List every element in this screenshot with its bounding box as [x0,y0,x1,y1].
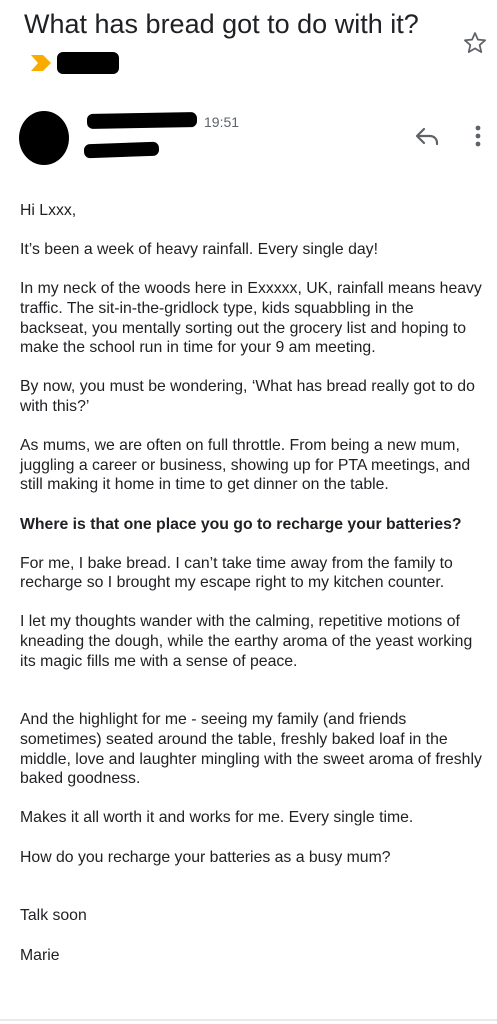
avatar[interactable] [19,111,69,165]
paragraph-8: Makes it all worth it and works for me. Every single time. [20,809,414,827]
signoff: Talk soon [20,907,87,925]
paragraph-7: And the highlight for me - seeing my family (and friends sometimes) seated around the table, freshly baked loaf in the middle, love and laughter mingling with the sweet aroma of freshly baked goodness. [20,711,482,788]
email-time: 19:51 [204,114,240,130]
greeting: Hi Lxxx, [20,202,77,219]
paragraph-5: For me, I bake bread. I can’t take time away from the family to recharge so I brought my escape right to my kitchen counter. [20,554,453,592]
more-vert-icon[interactable] [468,122,488,150]
email-subject: What has bread got to do with it? [24,9,419,39]
paragraph-4: As mums, we are often on full throttle. From being a new mum, juggling a career or business, showing up for PTA meetings, and still making it home in time to get dinner on the table. [20,437,471,494]
email-body [20,201,484,965]
paragraph-2: In my neck of the woods here in Exxxxx, UK, rainfall means heavy traffic. The sit-in-the-gridlock type, kids squabbling in the backseat, you mentally sorting out the grocery list and hoping to make the school run in time for your 9 am meeting. [20,280,482,357]
question-heading: Where is that one place you go to recharge your batteries? [20,515,462,533]
important-marker-icon[interactable] [30,54,52,72]
divider [0,1019,497,1021]
star-icon[interactable] [462,30,488,56]
paragraph-1: It’s been a week of heavy rainfall. Every single day! [20,241,378,259]
redacted-recipient [84,142,159,159]
paragraph-6: I let my thoughts wander with the calming, repetitive motions of kneading the dough, while the earthy aroma of the yeast working its magic fills me with a sense of peace. [20,613,473,670]
signature: Marie [20,946,60,964]
paragraph-9: How do you recharge your batteries as a busy mum? [20,848,391,866]
paragraph-3: By now, you must be wondering, ‘What has bread really got to do with this?’ [20,378,475,415]
redacted-sender-name [87,112,197,129]
redacted-label [57,52,119,74]
reply-icon[interactable] [414,124,440,148]
